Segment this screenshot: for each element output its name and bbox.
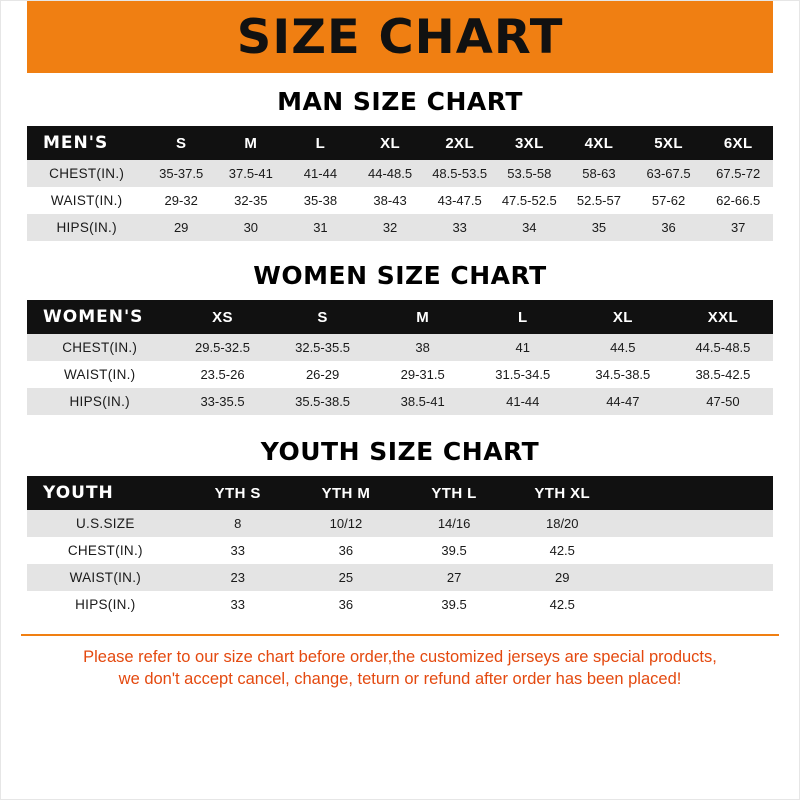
women-row-2-label: HIPS(IN.) [27,388,172,415]
men-row-2-label: HIPS(IN.) [27,214,146,241]
men-table-header-row [27,126,773,160]
men-cell-2-4: 33 [425,214,495,241]
women-header-cell-6: XXL [673,300,773,334]
youth-cell-1-spacer [616,537,773,564]
men-header-cell-8: 5XL [634,126,704,160]
table-row [27,334,773,361]
men-header-cell-5: 2XL [425,126,495,160]
women-section [1,261,799,415]
table-row [27,537,773,564]
men-cell-0-6: 58-63 [564,160,634,187]
men-header-cell-6: 3XL [494,126,564,160]
youth-cell-1-1: 36 [292,537,400,564]
youth-table-header-row [27,476,773,510]
men-cell-2-2: 31 [286,214,356,241]
youth-cell-1-0: 33 [184,537,292,564]
women-cell-2-1: 35.5-38.5 [273,388,373,415]
men-cell-1-8: 62-66.5 [703,187,773,214]
women-cell-2-5: 47-50 [673,388,773,415]
men-cell-2-6: 35 [564,214,634,241]
men-section-title: MAN SIZE CHART [277,87,523,116]
men-cell-2-0: 29 [146,214,216,241]
men-cell-2-1: 30 [216,214,286,241]
women-row-1-label: WAIST(IN.) [27,361,172,388]
youth-cell-2-3: 29 [508,564,616,591]
table-row [27,160,773,187]
men-cell-1-7: 57-62 [634,187,704,214]
men-header-cell-9: 6XL [703,126,773,160]
footer-note-line-2: we don't accept cancel, change, teturn or refund after order has been placed! [118,670,682,689]
youth-cell-0-2: 14/16 [400,510,508,537]
men-cell-0-0: 35-37.5 [146,160,216,187]
women-header-cell-1: XS [172,300,272,334]
table-row [27,388,773,415]
women-cell-1-5: 38.5-42.5 [673,361,773,388]
men-cell-2-5: 34 [494,214,564,241]
youth-size-table [27,476,773,618]
women-cell-0-3: 41 [473,334,573,361]
table-row [27,564,773,591]
women-cell-2-3: 41-44 [473,388,573,415]
men-cell-1-6: 52.5-57 [564,187,634,214]
women-cell-0-5: 44.5-48.5 [673,334,773,361]
men-cell-1-1: 32-35 [216,187,286,214]
women-header-cell-2: S [273,300,373,334]
women-cell-0-0: 29.5-32.5 [172,334,272,361]
men-cell-1-2: 35-38 [286,187,356,214]
women-cell-2-4: 44-47 [573,388,673,415]
youth-cell-0-0: 8 [184,510,292,537]
women-cell-1-3: 31.5-34.5 [473,361,573,388]
youth-header-spacer [616,476,773,510]
men-cell-1-0: 29-32 [146,187,216,214]
youth-cell-3-spacer [616,591,773,618]
women-cell-1-2: 29-31.5 [373,361,473,388]
men-row-0-label: CHEST(IN.) [27,160,146,187]
women-header-cell-5: XL [573,300,673,334]
men-cell-0-8: 67.5-72 [703,160,773,187]
men-header-cell-0: MEN'S [27,126,146,160]
women-table-header-row [27,300,773,334]
table-row [27,214,773,241]
women-cell-2-0: 33-35.5 [172,388,272,415]
youth-cell-0-spacer [616,510,773,537]
men-cell-0-4: 48.5-53.5 [425,160,495,187]
youth-cell-0-1: 10/12 [292,510,400,537]
youth-header-cell-4: YTH XL [508,476,616,510]
youth-cell-1-2: 39.5 [400,537,508,564]
table-row [27,591,773,618]
men-header-cell-2: M [216,126,286,160]
men-header-cell-7: 4XL [564,126,634,160]
youth-cell-3-3: 42.5 [508,591,616,618]
youth-cell-3-1: 36 [292,591,400,618]
youth-header-cell-2: YTH M [292,476,400,510]
women-header-cell-0: WOMEN'S [27,300,172,334]
youth-header-cell-0: YOUTH [27,476,184,510]
page-title: SIZE CHART [236,9,564,65]
men-cell-1-3: 38-43 [355,187,425,214]
banner-edge-left [1,1,27,73]
men-cell-2-8: 37 [703,214,773,241]
youth-cell-3-0: 33 [184,591,292,618]
men-size-table [27,126,773,241]
men-cell-0-7: 63-67.5 [634,160,704,187]
women-cell-0-4: 44.5 [573,334,673,361]
women-cell-1-4: 34.5-38.5 [573,361,673,388]
men-header-cell-4: XL [355,126,425,160]
men-cell-2-3: 32 [355,214,425,241]
women-header-cell-4: L [473,300,573,334]
youth-section [1,437,799,618]
women-size-table [27,300,773,415]
footer-note-line-1: Please refer to our size chart before order,the customized jerseys are special products, [83,648,717,666]
banner-edge-right [773,1,799,73]
youth-cell-0-3: 18/20 [508,510,616,537]
men-cell-0-3: 44-48.5 [355,160,425,187]
women-cell-1-0: 23.5-26 [172,361,272,388]
footer-note [21,634,779,691]
youth-section-title: YOUTH SIZE CHART [260,437,540,466]
men-row-1-label: WAIST(IN.) [27,187,146,214]
youth-row-2-label: WAIST(IN.) [27,564,184,591]
youth-cell-2-0: 23 [184,564,292,591]
men-cell-1-4: 43-47.5 [425,187,495,214]
men-cell-0-1: 37.5-41 [216,160,286,187]
men-cell-1-5: 47.5-52.5 [494,187,564,214]
women-cell-2-2: 38.5-41 [373,388,473,415]
table-row [27,510,773,537]
youth-cell-2-spacer [616,564,773,591]
men-cell-2-7: 36 [634,214,704,241]
youth-cell-3-2: 39.5 [400,591,508,618]
men-section [1,87,799,241]
women-header-cell-3: M [373,300,473,334]
youth-header-cell-1: YTH S [184,476,292,510]
youth-row-1-label: CHEST(IN.) [27,537,184,564]
women-cell-0-2: 38 [373,334,473,361]
youth-cell-2-2: 27 [400,564,508,591]
youth-cell-1-3: 42.5 [508,537,616,564]
men-header-cell-3: L [286,126,356,160]
women-row-0-label: CHEST(IN.) [27,334,172,361]
women-cell-1-1: 26-29 [273,361,373,388]
women-section-title: WOMEN SIZE CHART [253,261,547,290]
youth-cell-2-1: 25 [292,564,400,591]
table-row [27,361,773,388]
youth-row-3-label: HIPS(IN.) [27,591,184,618]
men-cell-0-2: 41-44 [286,160,356,187]
header-banner [1,1,799,73]
youth-header-cell-3: YTH L [400,476,508,510]
youth-row-0-label: U.S.SIZE [27,510,184,537]
men-cell-0-5: 53.5-58 [494,160,564,187]
table-row [27,187,773,214]
women-cell-0-1: 32.5-35.5 [273,334,373,361]
men-header-cell-1: S [146,126,216,160]
